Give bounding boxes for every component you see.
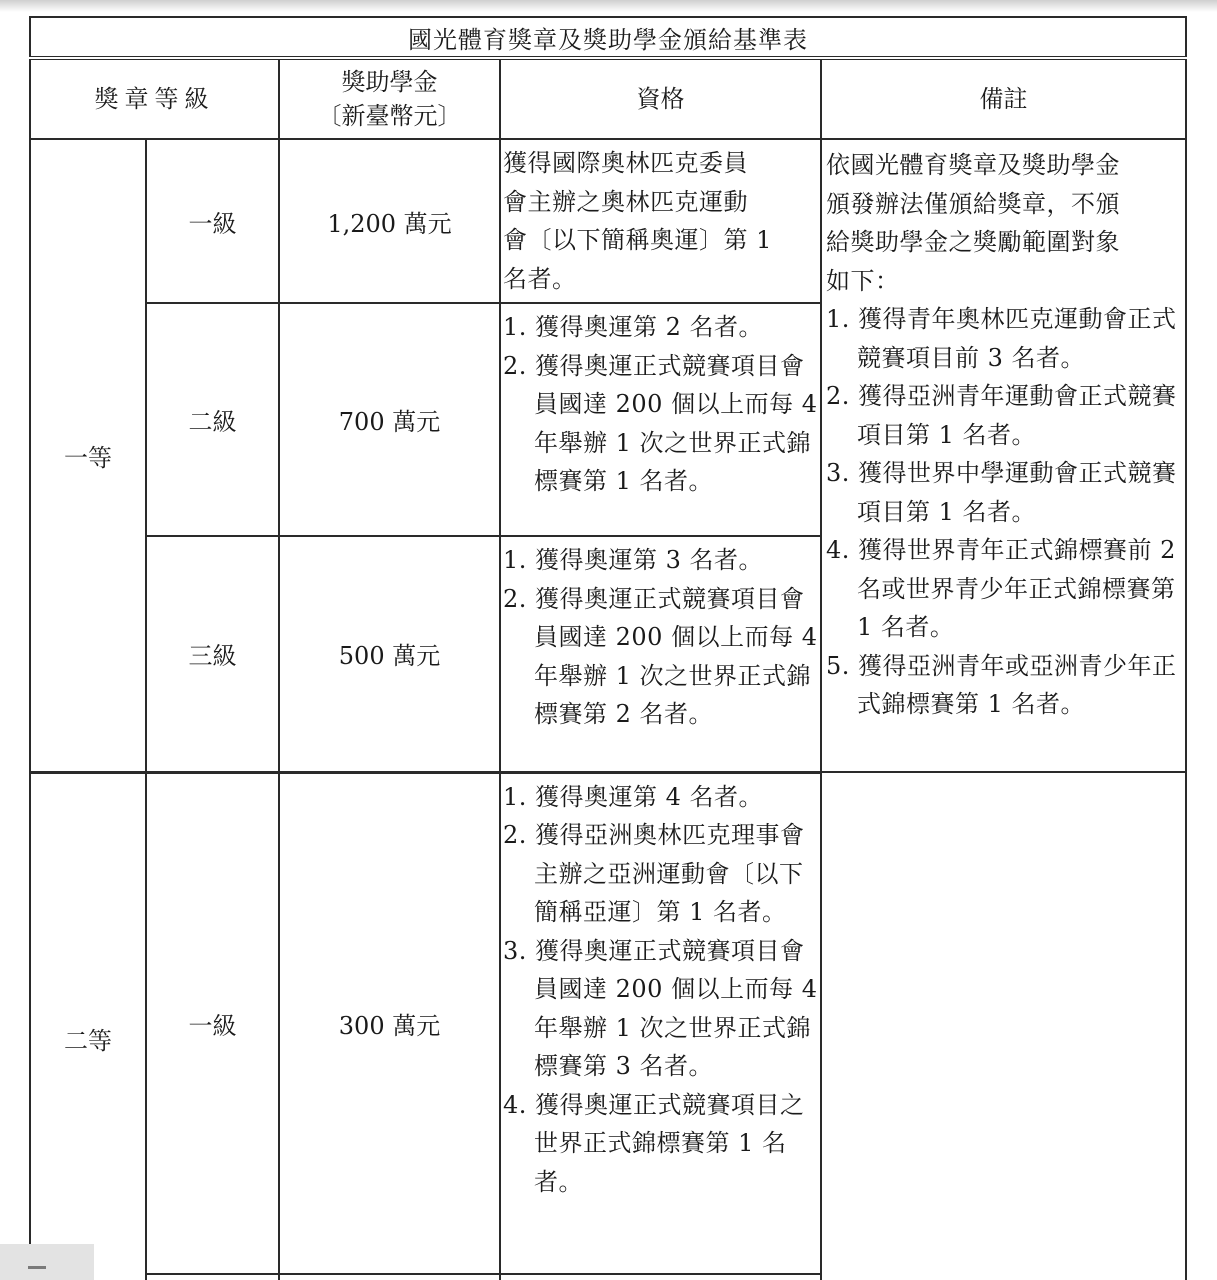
remarks-cell-empty bbox=[821, 772, 1186, 1280]
remarks-intro-line: 依國光體育獎章及獎助學金 bbox=[826, 151, 1120, 179]
qualification-cell bbox=[500, 772, 821, 1274]
level-cell: 一級 bbox=[146, 772, 279, 1274]
remarks-intro-line: 給獎助學金之獎勵範圍對象 bbox=[826, 228, 1120, 256]
remarks-intro-line: 如下： bbox=[826, 266, 900, 295]
remarks-item: 1. 獲得青年奧林匹克運動會正式競賽項目前 3 名者。 bbox=[826, 305, 1177, 372]
qualification-cell bbox=[500, 303, 821, 536]
amount-cell: 500 萬元 bbox=[279, 536, 500, 772]
qualification-line: 名者。 bbox=[503, 264, 577, 293]
header-qualification: 資格 bbox=[500, 58, 821, 139]
level-cell: 三級 bbox=[146, 536, 279, 772]
level-cell: 一級 bbox=[146, 139, 279, 303]
rank-cell: 一等 bbox=[30, 139, 146, 772]
amount-cell: 700 萬元 bbox=[279, 303, 500, 536]
qualification-line: 會〔以下簡稱奧運〕第 1 bbox=[503, 226, 772, 254]
amount-cell-cutoff bbox=[279, 1274, 500, 1280]
scholarship-table bbox=[29, 16, 1187, 1280]
remarks-cell bbox=[821, 139, 1186, 772]
qualification-item: 3. 獲得奧運正式競賽項目會員國達 200 個以上而每 4 年舉辦 1 次之世界正式錦標賽第 3 名者。 bbox=[503, 936, 818, 1080]
remarks-item: 4. 獲得世界青年正式錦標賽前 2 名或世界青少年正式錦標賽第 1 名者。 bbox=[826, 536, 1176, 641]
qualification-cell-cutoff bbox=[500, 1274, 821, 1280]
header-remarks: 備註 bbox=[821, 58, 1186, 139]
header-scholarship-line2: 〔新臺幣元〕 bbox=[317, 102, 462, 130]
qualification-cell bbox=[500, 139, 821, 303]
table-title: 國光體育獎章及獎助學金頒給基準表 bbox=[30, 17, 1186, 58]
qualification-item: 2. 獲得奧運正式競賽項目會員國達 200 個以上而每 4 年舉辦 1 次之世界正式錦標賽第 2 名者。 bbox=[503, 584, 818, 728]
table-row bbox=[30, 772, 1186, 1274]
remarks-item: 3. 獲得世界中學運動會正式競賽項目第 1 名者。 bbox=[826, 459, 1177, 526]
qualification-item: 1. 獲得奧運第 3 名者。 bbox=[503, 546, 764, 574]
header-scholarship bbox=[279, 58, 500, 139]
remarks-item: 5. 獲得亞洲青年或亞洲青少年正式錦標賽第 1 名者。 bbox=[826, 651, 1177, 718]
qualification-line: 獲得國際奧林匹克委員 bbox=[503, 149, 748, 177]
qualification-item: 1. 獲得奧運第 2 名者。 bbox=[503, 313, 764, 341]
amount-cell: 1,200 萬元 bbox=[279, 139, 500, 303]
qualification-item: 2. 獲得亞洲奧林匹克理事會主辦之亞洲運動會〔以下簡稱亞運〕第 1 名者。 bbox=[503, 821, 805, 926]
level-cell: 二級 bbox=[146, 303, 279, 536]
overlay-tab[interactable] bbox=[0, 1244, 94, 1280]
header-medal-level: 獎章等級 bbox=[30, 58, 279, 139]
qualification-line: 會主辦之奧林匹克運動 bbox=[503, 187, 748, 216]
qualification-item: 2. 獲得奧運正式競賽項目會員國達 200 個以上而每 4 年舉辦 1 次之世界正式錦標賽第 1 名者。 bbox=[503, 351, 818, 495]
header-scholarship-line1: 獎助學金 bbox=[341, 68, 438, 96]
rank-cell: 二等 bbox=[30, 772, 146, 1280]
remarks-intro-line: 頒發辦法僅頒給獎章，不頒 bbox=[826, 189, 1120, 218]
table-row bbox=[30, 139, 1186, 303]
remarks-item: 2. 獲得亞洲青年運動會正式競賽項目第 1 名者。 bbox=[826, 382, 1177, 449]
qualification-item: 4. 獲得奧運正式競賽項目之世界正式錦標賽第 1 名者。 bbox=[503, 1090, 805, 1196]
top-shadow bbox=[0, 0, 1217, 12]
qualification-cell bbox=[500, 536, 821, 772]
dash-icon bbox=[28, 1266, 46, 1269]
qualification-item: 1. 獲得奧運第 4 名者。 bbox=[503, 782, 764, 811]
level-cell-cutoff bbox=[146, 1274, 279, 1280]
amount-cell: 300 萬元 bbox=[279, 772, 500, 1274]
